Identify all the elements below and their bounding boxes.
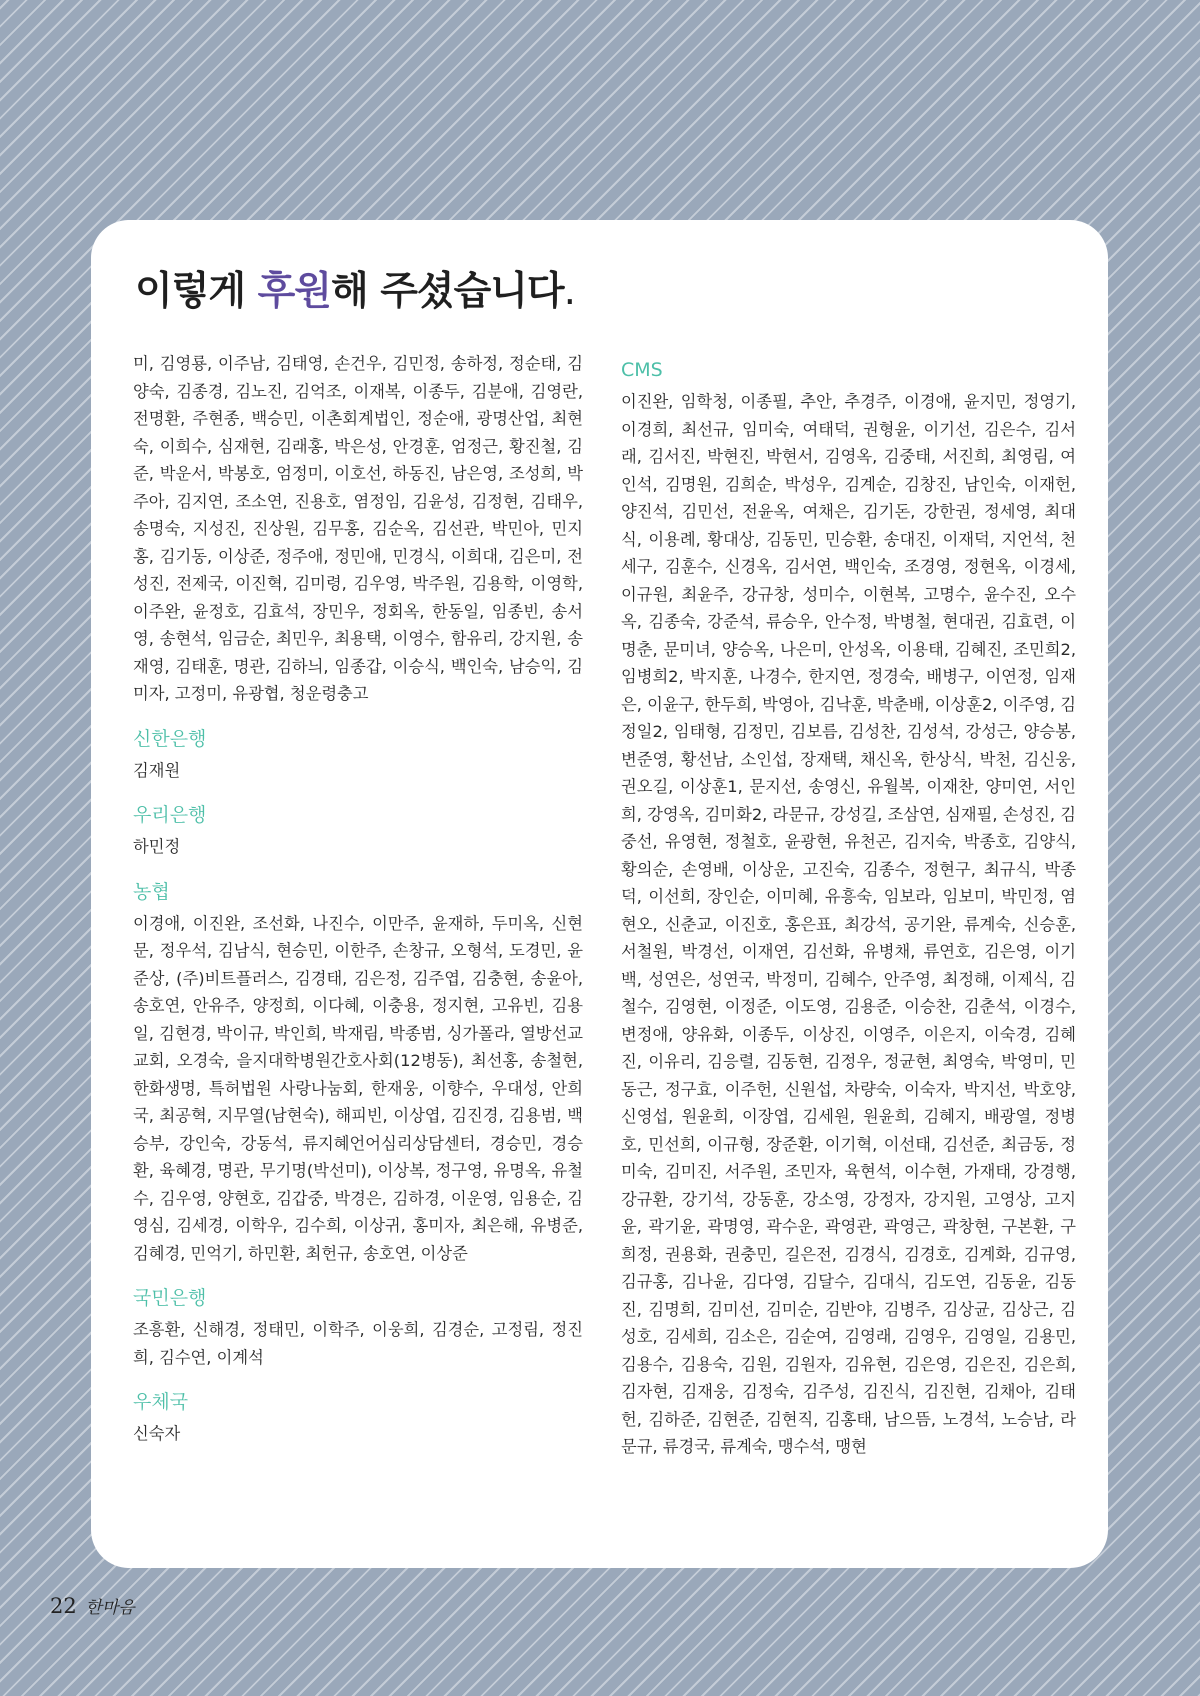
section-names-kookmin: 조흥환, 신해경, 정태민, 이학주, 이웅희, 김경순, 고정림, 정진희, 김수연, 이계석 bbox=[133, 1320, 583, 1367]
page-footer bbox=[50, 1593, 135, 1618]
section-heading-nonghyup: 농협 bbox=[133, 880, 170, 903]
title-before: 이렇게 bbox=[135, 269, 258, 314]
left-column bbox=[133, 350, 583, 1448]
publication-name: 한마음 bbox=[85, 1598, 135, 1618]
page-number: 22 bbox=[50, 1594, 77, 1618]
title-after: 해 주셨습니다 bbox=[330, 269, 564, 314]
section-names-shinhan: 김재원 bbox=[133, 760, 181, 780]
section-heading-shinhan: 신한은행 bbox=[133, 727, 207, 750]
right-column bbox=[621, 356, 1076, 1461]
section-names-post-office: 신숙자 bbox=[133, 1424, 181, 1443]
section-heading-woori: 우리은행 bbox=[133, 804, 207, 826]
section-heading-kookmin: 국민은행 bbox=[133, 1287, 207, 1309]
page-title bbox=[135, 260, 575, 316]
section-heading-post-office: 우체국 bbox=[133, 1391, 189, 1413]
donor-list-card bbox=[91, 220, 1108, 1568]
section-names-cms: 이진완, 임학청, 이종필, 추안, 추경주, 이경애, 윤지민, 정영기, 이경희, 최선규, 임미숙, 여태덕, 권형윤, 이기선, 김은수, 김서래, 김서진, 박현진, 박현서, 김영옥, 김중태, 서진희, 최영림, 여인석, 김명원, 김희순, 박성우, 김계순, 김창진, 남인숙, 이재헌, 양진석, 김민선, 전윤옥, 여채은, 김기돈, 강한권, 정세영, 최대식, 이용례, 황대상, 김동민, 민승환, 송대진, 이재덕, 지언석, 천세구, 김훈수, 신경옥, 김서연, 백인숙, 조경영, 정현옥, 이경세, 이규원, 최윤주, 강규창, 성미수, 이현복, 고명수, 윤수진, 오수옥, 김종숙, 강준석, 류승우, 안수정, 박병철, 현대권, 김효련, 이명춘, 문미녀, 양승옥, 나은미, 안성옥, 이용태, 김혜진, 조민희2, 임병희2, 박지훈, 나경수, 한지연, 정경숙, 배병구, 이연정, 임재은, 이윤구, 한두희, 박영아, 김낙훈, 박춘배, 이상훈2, 이주영, 김정일2, 임태형, 김정민, 김보름, 김성찬, 김성석, 강성근, 양승봉, 변준영, 황선남, 소인섭, 장재택, 채신옥, 한상식, 박천, 김신웅, 권오길, 이상훈1, 문지선, 송영신, 유월복, 이재찬, 양미연, 서인희, 강영옥, 김미화2, 라문규, 강성길, 조삼연, 심재필, 손성진, 김중선, 유영현, 정철호, 윤광현, 유천곤, 김지숙, 박종호, 김양식, 황의순, 손영배, 이상운, 고진숙, 김종수, 정현구, 최규식, 박종덕, 이선희, 장인순, 이미혜, 유흥숙, 임보라, 임보미, 박민정, 염현오, 신춘교, 이진호, 홍은표, 최강석, 공기완, 류계숙, 신승훈, 서철원, 박경선, 이재연, 김선화, 유병채, 류연호, 김은영, 이기백, 성연은, 성연국, 박정미, 김혜수, 안주영, 최정해, 이제식, 김철수, 김영현, 이정준, 이도영, 김용준, 이승찬, 김춘석, 이경수, 변정애, 양유화, 이종두, 이상진, 이영주, 이은지, 이숙경, 김혜진, 이유리, 김응렬, 김동현, 김정우, 정균현, 최영숙, 박영미, 민동근, 정구효, 이주헌, 신원섭, 차량숙, 이숙자, 박지선, 박호양, 신영섭, 원윤희, 이장엽, 김세원, 원윤희, 김혜지, 배광열, 정병호, 민선희, 이규형, 장준환, 이기혁, 이선태, 김선준, 최금동, 정미숙, 김미진, 서주원, 조민자, 육현석, 이수현, 가재태, 강경행, 강규환, 강기석, 강동훈, 강소영, 강정자, 강지원, 고영상, 고지윤, 곽기윤, 곽명영, 곽수운, 곽영관, 곽영근, 곽창현, 구본환, 구희정, 권용화, 권충민, 길은전, 김경식, 김경호, 김계화, 김규영, 김규홍, 김나윤, 김다영, 김달수, 김대식, 김도연, 김동윤, 김동진, 김명희, 김미선, 김미순, 김반야, 김병주, 김상균, 김상근, 김성호, 김세희, 김소은, 김순여, 김영래, 김영우, 김영일, 김용민, 김용수, 김용숙, 김원, 김원자, 김유현, 김은영, 김은진, 김은희, 김자현, 김재웅, 김정숙, 김주성, 김진식, 김진현, 김채아, 김태헌, 김하준, 김현준, 김현직, 김홍태, 남으뜸, 노경석, 노승남, 라문규, 류경국, 류계숙, 맹수석, 맹현 bbox=[621, 392, 1076, 1456]
section-heading-cms: CMS bbox=[621, 359, 663, 381]
title-highlight: 후원 bbox=[257, 269, 331, 314]
title-dot: . bbox=[563, 269, 575, 314]
section-names-woori: 하민정 bbox=[133, 837, 181, 856]
intro-donor-names: 미, 김영룡, 이주남, 김태영, 손건우, 김민정, 송하정, 정순태, 김양숙, 김종경, 김노진, 김억조, 이재복, 이종두, 김분애, 김영란, 전명환, 주현종, 백승민, 이촌회계법인, 정순애, 광명산업, 최현숙, 이희수, 심재현, 김래홍, 박은성, 안경훈, 엄정근, 황진철, 김준, 박운서, 박봉호, 엄정미, 이호선, 하동진, 남은영, 조성희, 박주아, 김지연, 조소연, 진용호, 염정임, 김윤성, 김정현, 김태우, 송명숙, 지성진, 진상원, 김무홍, 김순옥, 김선관, 박민아, 민지홍, 김기동, 이상준, 정주애, 정민애, 민경식, 이희대, 김은미, 전성진, 전제국, 이진혁, 김미령, 김우영, 박주원, 김용학, 이영학, 이주완, 윤정호, 김효석, 장민우, 정회옥, 한동일, 임종빈, 송서영, 송현석, 임금순, 최민우, 최용택, 이영수, 함유리, 강지원, 송재영, 김태훈, 명관, 김하늬, 임종갑, 이승식, 백인숙, 남승익, 김미자, 고정미, 유광협, 청운령충고 bbox=[133, 354, 583, 703]
section-names-nonghyup: 이경애, 이진완, 조선화, 나진수, 이만주, 윤재하, 두미옥, 신현문, 정우석, 김남식, 현승민, 이한주, 손창규, 오형석, 도경민, 윤준상, (주)비트플러스, 김경태, 김은정, 김주엽, 김충현, 송윤아, 송호연, 안유주, 양정희, 이다혜, 이충용, 정지현, 고유빈, 김용일, 김현경, 박이규, 박인희, 박재림, 박종범, 싱가폴라, 열방선교교회, 오경숙, 을지대학병원간호사회(12병동), 최선홍, 송철현, 한화생명, 특허법원 사랑나눔회, 한재웅, 이향수, 우대성, 안희국, 최공혁, 지무열(남현숙), 해피빈, 이상엽, 김진경, 김용범, 백승부, 강인숙, 강동석, 류지혜언어심리상담센터, 경승민, 경승환, 육혜경, 명관, 무기명(박선미), 이상복, 정구영, 유명옥, 유철수, 김우영, 양현호, 김갑중, 박경은, 김하경, 이운영, 임용순, 김영심, 김세경, 이학우, 김수희, 이상귀, 홍미자, 최은해, 유병준, 김혜경, 민억기, 하민환, 최헌규, 송호연, 이상준 bbox=[133, 913, 583, 1263]
